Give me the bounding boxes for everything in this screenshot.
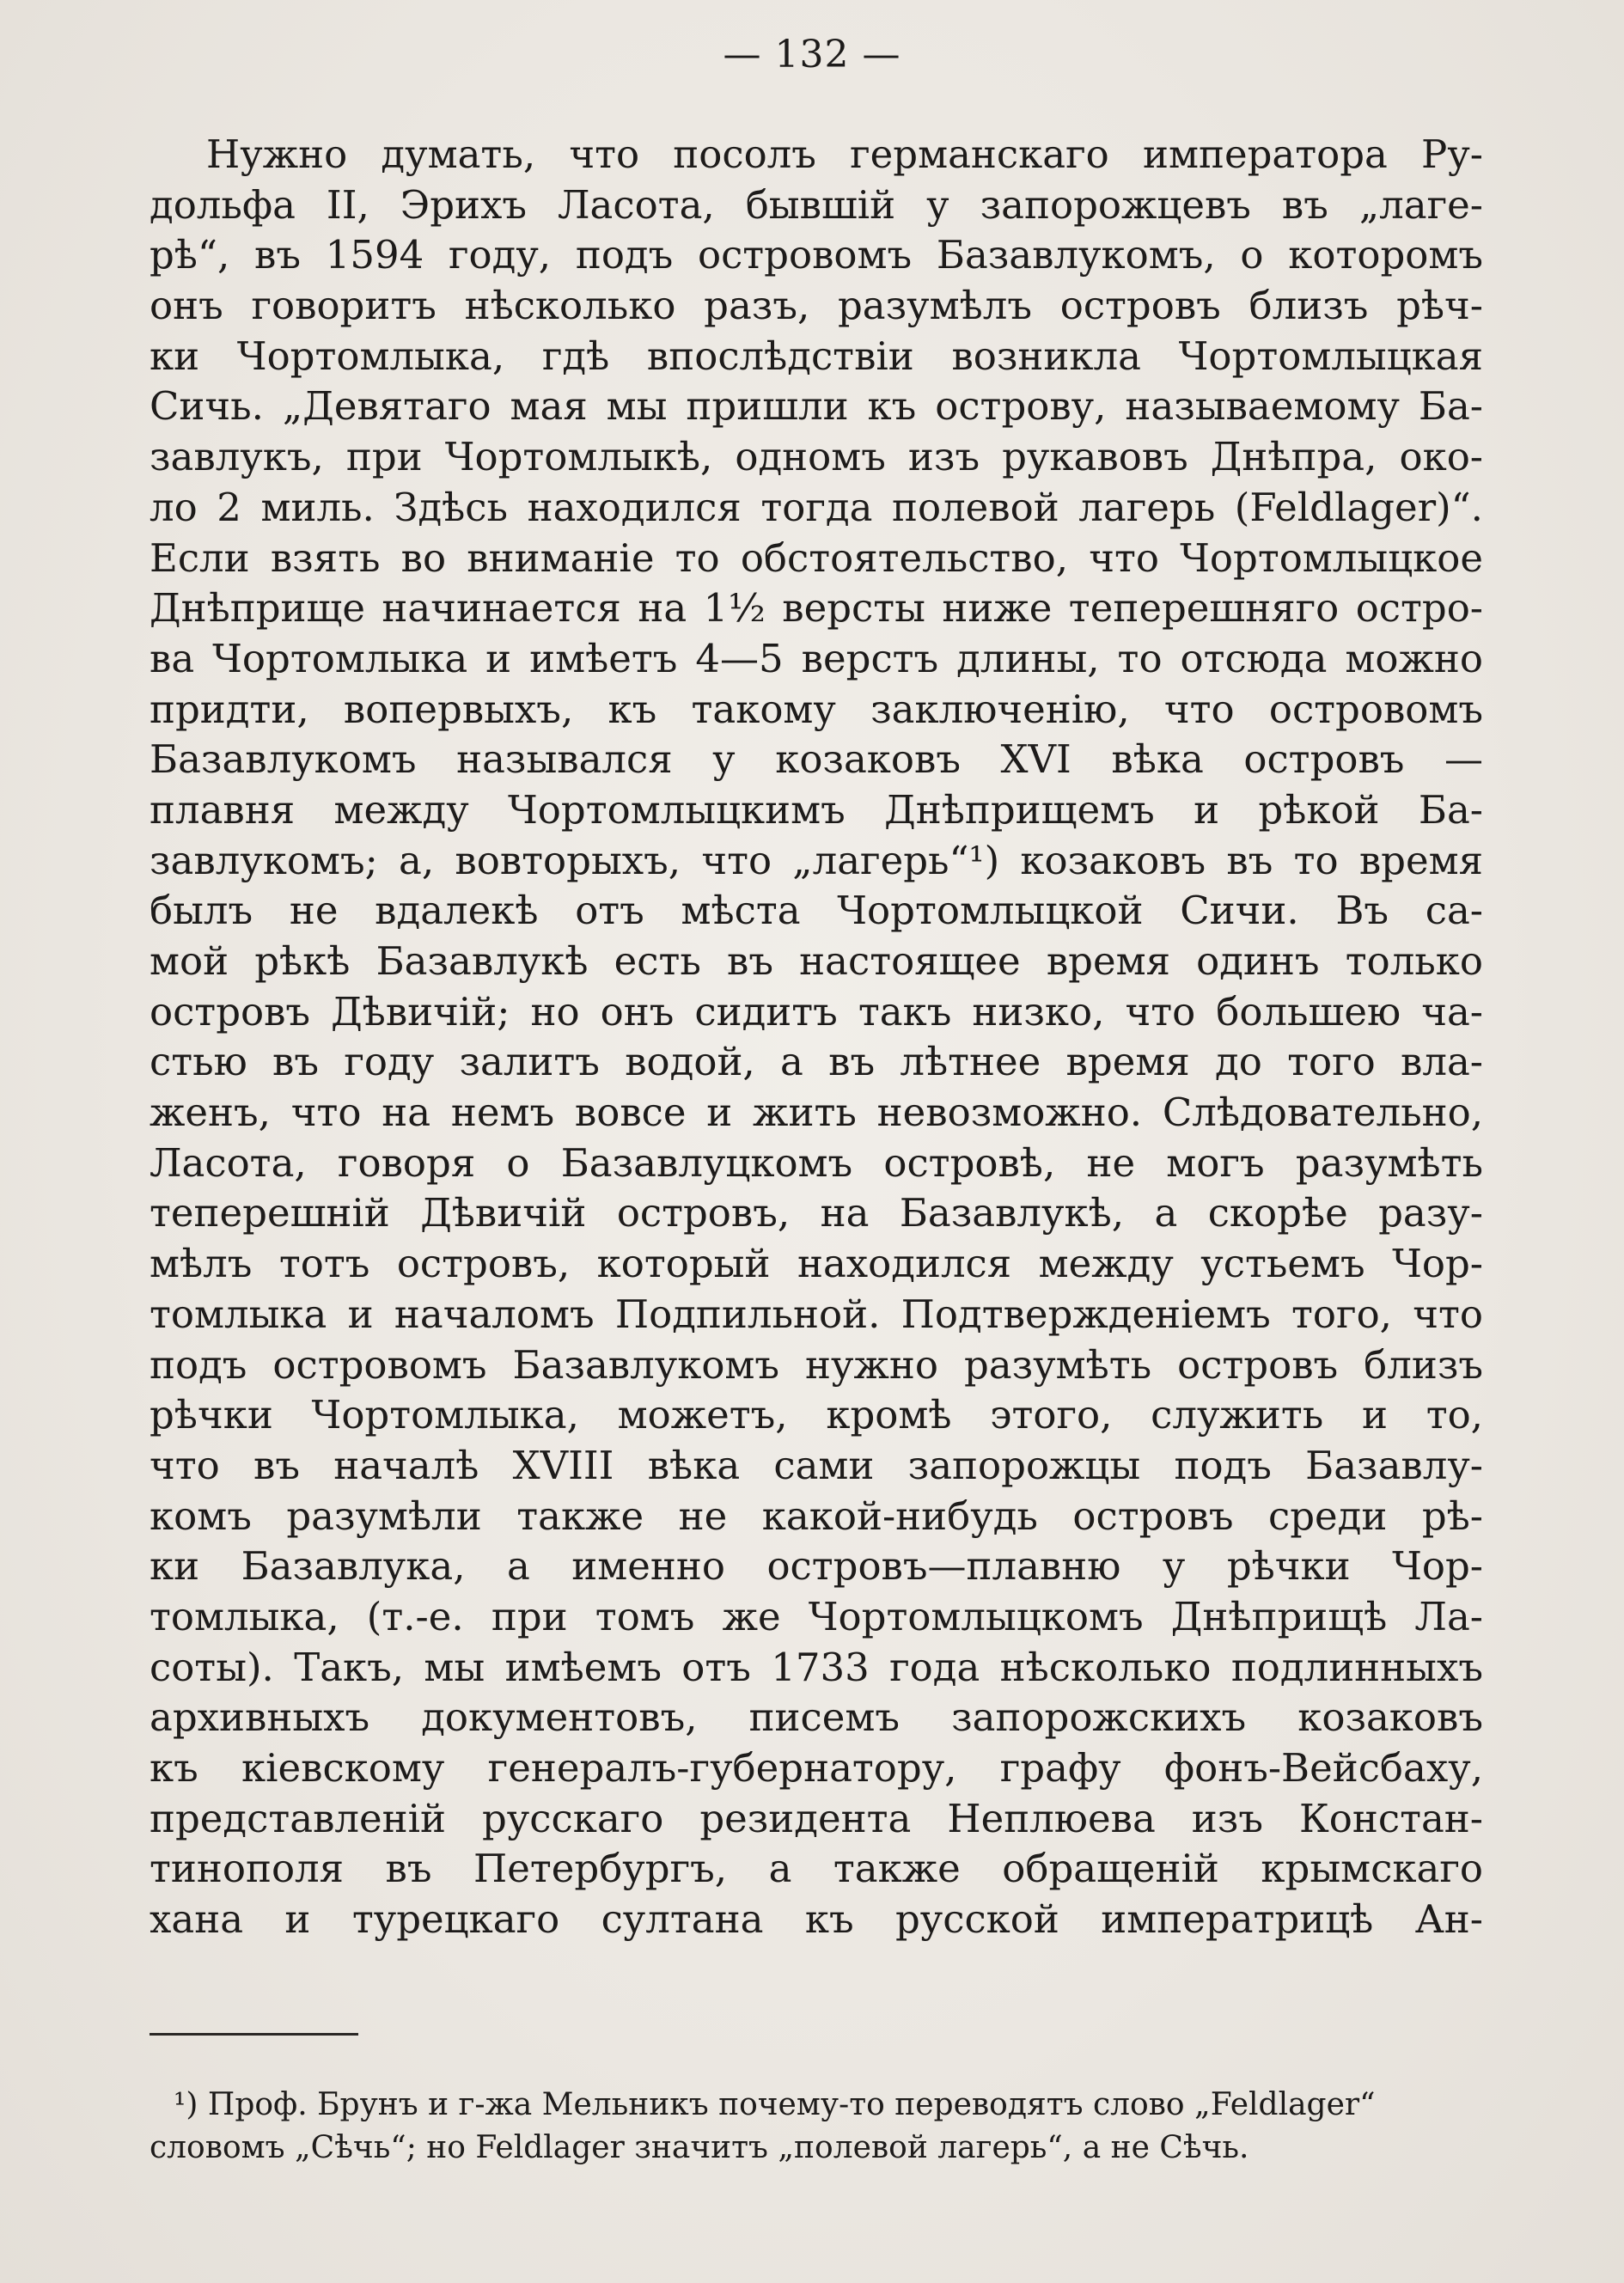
- text-line: Сичь. „Девятаго мая мы пришли къ острову, называемому Ба-: [150, 383, 1483, 430]
- text-line: Ласота, говоря о Базавлуцкомъ островѣ, не могъ разумѣть: [150, 1139, 1483, 1186]
- text-line: представленій русскаго резидента Неплюева изъ Констан-: [150, 1795, 1483, 1841]
- text-line: хана и турецкаго султана къ русской императрицѣ Ан-: [150, 1896, 1483, 1943]
- footnote: [150, 2084, 1483, 2170]
- text-line: томлыка, (т.-е. при томъ же Чортомлыцкомъ Днѣприщѣ Ла-: [150, 1593, 1483, 1639]
- text-line: мой рѣкѣ Базавлукѣ есть въ настоящее время одинъ только: [150, 938, 1483, 984]
- text-line: ки Базавлука, а именно островъ—плавню у рѣчки Чор-: [150, 1543, 1483, 1590]
- text-line: Базавлукомъ назывался у козаковъ XVI вѣка островъ —: [150, 736, 1483, 783]
- text-line: соты). Такъ, мы имѣемъ отъ 1733 года нѣсколько подлинныхъ: [150, 1644, 1483, 1690]
- text-line: архивныхъ документовъ, писемъ запорожскихъ козаковъ: [150, 1694, 1483, 1741]
- text-line: рѣчки Чортомлыка, можетъ, кромѣ этого, служить и то,: [150, 1392, 1483, 1438]
- text-line: томлыка и началомъ Подпильной. Подтвержденіемъ того, что: [150, 1291, 1483, 1337]
- text-line: ло 2 миль. Здѣсь находился тогда полевой лагерь (Feldlager)“.: [150, 484, 1483, 530]
- text-line: ки Чортомлыка, гдѣ впослѣдствіи возникла Чортомлыцкая: [150, 333, 1483, 379]
- text-line: теперешній Дѣвичій островъ, на Базавлукѣ, а скорѣе разу-: [150, 1190, 1483, 1236]
- text-line: подъ островомъ Базавлукомъ нужно разумѣть островъ близъ: [150, 1341, 1483, 1388]
- text-line: ва Чортомлыка и имѣетъ 4—5 верстъ длины, то отсюда можно: [150, 635, 1483, 681]
- body-text: [150, 130, 1483, 1945]
- text-line: комъ разумѣли также не какой-нибудь островъ среди рѣ-: [150, 1492, 1483, 1539]
- footnote-divider: [150, 2033, 358, 2036]
- text-line: что въ началѣ XVIII вѣка сами запорожцы подъ Базавлу-: [150, 1442, 1483, 1488]
- footnote-line: ¹) Проф. Брунъ и г-жа Мельникъ почему-то переводятъ слово „Feldlager“: [174, 2087, 1376, 2122]
- text-line: стью въ году залитъ водой, а въ лѣтнее время до того вла-: [150, 1039, 1483, 1085]
- text-line: завлукъ, при Чортомлыкѣ, одномъ изъ рукавовъ Днѣпра, око-: [150, 434, 1483, 480]
- page-number: — 132 —: [723, 33, 901, 76]
- text-line: завлукомъ; а, вовторыхъ, что „лагерь“¹) козаковъ въ то время: [150, 837, 1483, 883]
- text-line: къ кіевскому генералъ-губернатору, графу фонъ-Вейсбаху,: [150, 1745, 1483, 1791]
- footnote-line: словомъ „Сѣчь“; но Feldlager значитъ „полевой лагерь“, а не Сѣчь.: [150, 2130, 1249, 2165]
- text-line: онъ говоритъ нѣсколько разъ, разумѣлъ островъ близъ рѣч-: [150, 283, 1483, 329]
- text-line: Нужно думать, что посолъ германскаго императора Ру-: [206, 131, 1483, 177]
- text-line: рѣ“, въ 1594 году, подъ островомъ Базавлукомъ, о которомъ: [150, 232, 1483, 278]
- text-line: Днѣприще начинается на 1½ версты ниже теперешняго остро-: [150, 585, 1483, 632]
- text-line: островъ Дѣвичій; но онъ сидитъ такъ низко, что большею ча-: [150, 988, 1483, 1035]
- text-line: мѣлъ тотъ островъ, который находился между устьемъ Чор-: [150, 1241, 1483, 1287]
- text-line: тинополя въ Петербургъ, а также обращеній крымскаго: [150, 1846, 1483, 1892]
- text-line: дольфа II, Эрихъ Ласота, бывшій у запорожцевъ въ „лаге-: [150, 181, 1483, 228]
- text-line: былъ не вдалекѣ отъ мѣста Чортомлыцкой Сичи. Въ са-: [150, 888, 1483, 934]
- text-line: женъ, что на немъ вовсе и жить невозможно. Слѣдовательно,: [150, 1090, 1483, 1136]
- text-line: придти, вопервыхъ, къ такому заключенію, что островомъ: [150, 686, 1483, 732]
- text-line: плавня между Чортомлыцкимъ Днѣприщемъ и рѣкой Ба-: [150, 786, 1483, 833]
- text-line: Если взять во вниманіе то обстоятельство, что Чортомлыцкое: [150, 534, 1483, 581]
